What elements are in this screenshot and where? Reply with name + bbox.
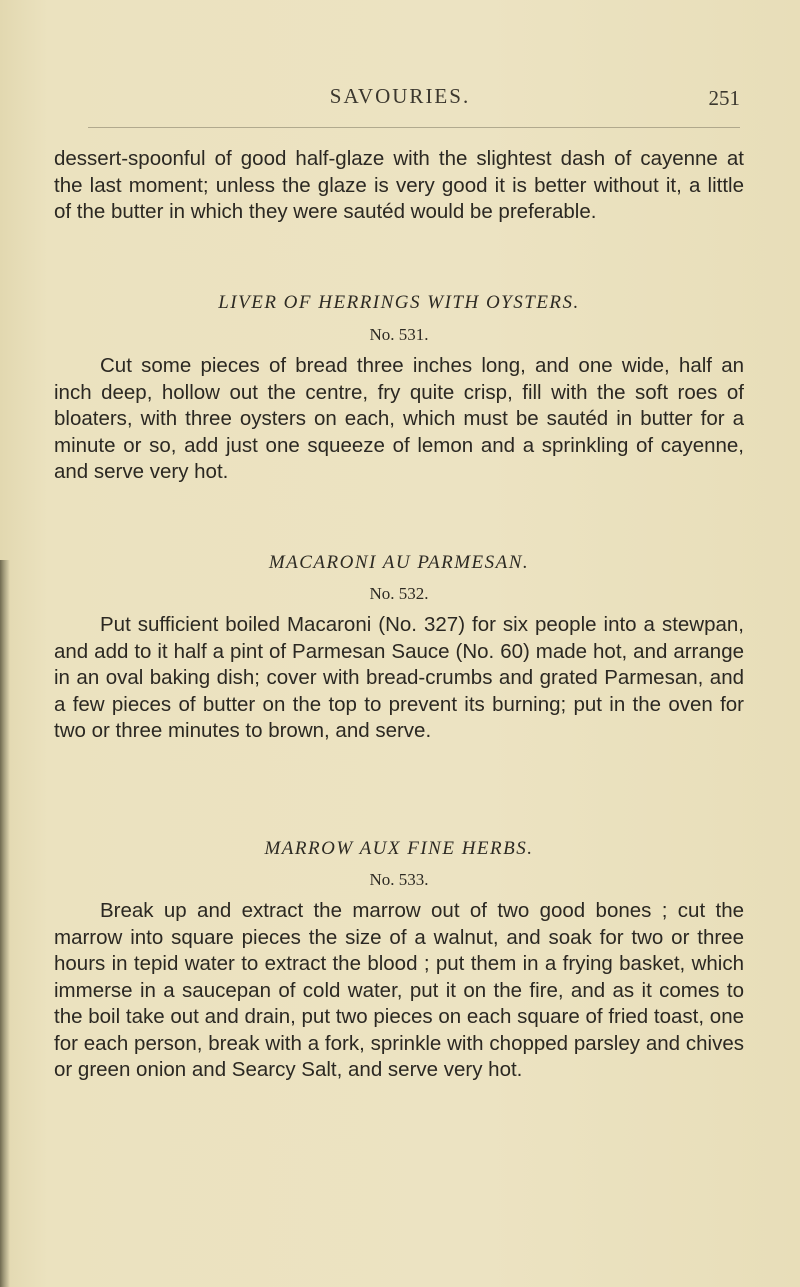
page-number: 251 [708,86,740,110]
recipe-text-531: Cut some pieces of bread three inches long, and one wide, half an inch deep, hollow out the centre, fry quite crisp, fill with the soft roes of bloaters, with three oysters on each, which must be sautéd in butter for a minute or so, add just one squeeze of lemon and a sprinkling of cayenne, and serve very hot. [54,354,744,483]
recipe-text-532: Put sufficient boiled Macaroni (No. 327) for six people into a stewpan, and add to it half a pint of Parmesan Sauce (No. 60) made hot, and arrange in an oval baking dish; cover with bread-crumbs and grated Parmesan, and a few pieces of butter on the top to prevent its burning; put in the oven for two or three minutes to brown, and serve. [54,613,744,742]
recipe-title-532: MACARONI AU PARMESAN. [268,552,530,573]
running-head [60,84,740,114]
recipe-number-532: No. 532. [369,584,429,603]
header-rule [88,127,740,128]
intro-text: dessert-spoonful of good half-glaze with the slightest dash of cayenne at the last moment; unless the glaze is very good it is better without it, a little of the butter in which they were sautéd would be preferable. [54,147,744,223]
recipe-title-533: MARROW AUX FINE HERBS. [264,838,534,859]
page-binding-shadow [0,560,10,1287]
running-title: SAVOURIES. [329,84,471,108]
recipe-number-531: No. 531. [369,325,429,344]
recipe-body-532 [54,612,744,745]
recipe-text-533: Break up and extract the marrow out of two good bones ; cut the marrow into square pieces the size of a walnut, and soak for two or three hours in tepid water to extract the blood ; put them in a frying basket, which immerse in a saucepan of cold water, put it on the fire, and as it comes to the boil take out and drain, put two pieces on each square of fried toast, one for each person, break with a fork, sprinkle with chopped parsley and chives or green onion and Searcy Salt, and serve very hot. [54,899,744,1081]
recipe-body-531 [54,353,744,486]
recipe-title-531: LIVER OF HERRINGS WITH OYSTERS. [218,292,580,313]
recipe-body-533 [54,898,744,1084]
intro-paragraph [54,146,744,226]
recipe-number-533: No. 533. [369,870,429,889]
